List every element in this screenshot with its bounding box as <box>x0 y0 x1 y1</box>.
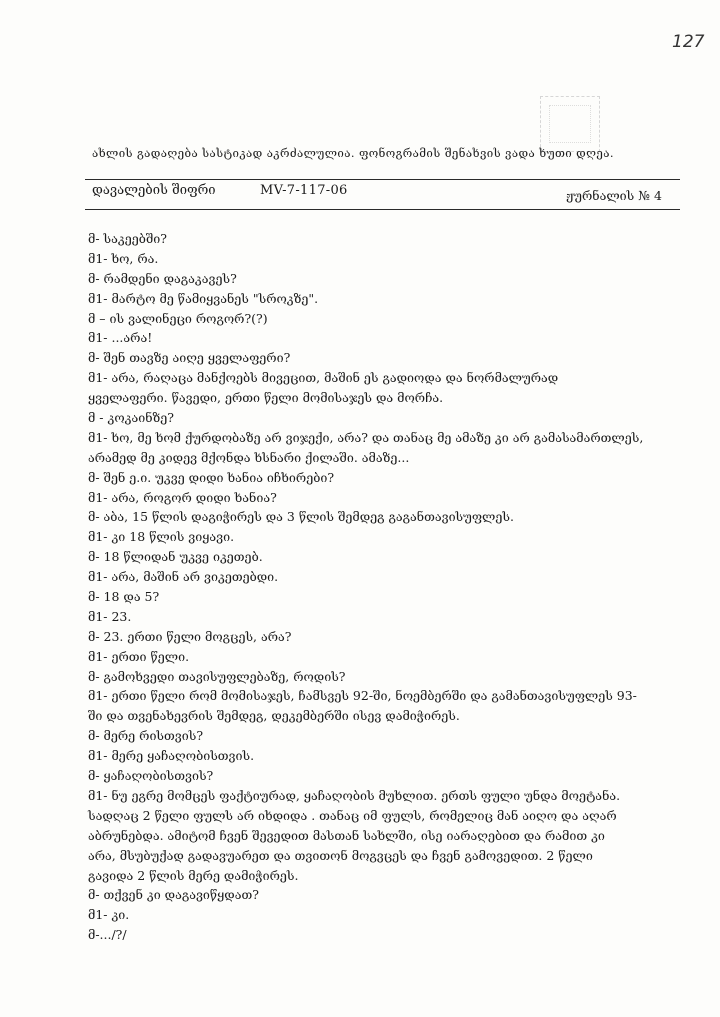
transcript-line: მ1- ერთი წელი რომ მომისაჯეს, ჩამსვეს 92-ში, ნოემბერში და გამანთავისუფლეს 93- <box>88 688 637 704</box>
transcript-line: გავიდა 2 წლის მერე დამიჭირეს. <box>88 867 299 883</box>
transcript-body <box>88 229 668 945</box>
transcript-line: მ- 18 და 5? <box>88 589 160 605</box>
transcript-line: მ- გამოხვედი თავისუფლებაზე, როდის? <box>88 668 346 684</box>
transcript-line: მ - კოკაინზე? <box>88 410 174 426</box>
transcript-line: მ- 18 წლიდან უკვე იკეთებ. <box>88 549 263 565</box>
transcript-line: მ1- არა, როგორ დიდი ხანია? <box>88 489 277 505</box>
transcript-line: ყველაფერი. წავედი, ერთი წელი მომისაჯეს და მორჩა. <box>88 390 444 406</box>
transcript-line: მ- შენ ე.ი. უკვე დიდი ხანია იჩხირები? <box>88 469 335 485</box>
transcript-line: სადღაც 2 წელი ფულს არ იხდიდა . თანაც იმ ფულს, რომელიც მან აიღო და აღარ <box>88 807 617 823</box>
transcript-line: მ- საკეებში? <box>88 231 167 246</box>
transcript-line: მ- შენ თავზე აიღე ყველაფერი? <box>88 350 291 366</box>
transcript-line: მ – ის ვალინეცი როგორ?(?) <box>88 310 268 326</box>
task-code-value: MV-7-117-06 <box>260 183 348 198</box>
transcript-line: არა, მსუბუქად გადავუარეთ და თვითონ მოგვცეს და ჩვენ გამოვედით. 2 წელი <box>88 847 593 863</box>
transcript-line: ში და თვენახევრის შემდეგ, დეკემბერში ისევ დამიჭირეს. <box>88 708 460 724</box>
transcript-line: მ1- 23. <box>88 608 132 624</box>
transcript-line: მ1- კი. <box>88 907 130 923</box>
transcript-line: მ1- არა, მაშინ არ ვიკეთებდი. <box>88 569 279 585</box>
transcript-line: მ- ყაჩაღობისთვის? <box>88 768 214 784</box>
recording-notice: ახლის გადაღება სასტიკად აკრძალულია. ფონოგრამის შენახვის ვადა ხუთი დღეა. <box>92 146 614 160</box>
transcript-line: არამედ მე კიდევ მქონდა ხსნარი ქილაში. ამაზე... <box>88 449 410 465</box>
header-bottom-rule <box>85 209 680 210</box>
transcript-line: მ- მერე რისთვის? <box>88 728 204 744</box>
transcript-line: მ- რამდენი დაგაკავეს? <box>88 270 237 286</box>
transcript-line: მ1- მერე ყაჩაღობისთვის. <box>88 748 255 764</box>
transcript-line: მ1- ხო, რა. <box>88 250 159 266</box>
transcript-line: მ1- კი 18 წლის ვიყავი. <box>88 529 235 545</box>
transcript-line: აბრუნებდა. ამიტომ ჩვენ შევედით მასთან სახლში, ისე იარაღებით და რამით კი <box>88 827 605 843</box>
transcript-line: მ1- ხო, მე ხომ ქურდობაზე არ ვიჯექი, არა? და თანაც მე ამაზე კი არ გამასამართლეს, <box>88 429 644 445</box>
transcript-line: მ1- ნუ ეგრე მომცეს ფაქტიურად, ყაჩაღობის მუხლით. ერთს ფული უნდა მოეტანა. <box>88 787 621 803</box>
transcript-line: მ-.../?/ <box>88 927 127 943</box>
task-code-label: დავალების შიფრი <box>92 183 216 198</box>
header-top-rule <box>85 179 680 180</box>
transcript-line: მ1- ...არა! <box>88 330 153 346</box>
transcript-line: მ1- ერთი წელი. <box>88 648 190 664</box>
transcript-line: მ- თქვენ კი დაგავიწყდათ? <box>88 887 259 903</box>
page-number: 127 <box>672 32 705 52</box>
journal-number: ჟურნალის № 4 <box>566 188 662 203</box>
transcript-line: მ- აბა, 15 წლის დაგიჭირეს და 3 წლის შემდეგ გაგანთავისუფლეს. <box>88 509 514 525</box>
transcript-line: მ1- მარტო მე წამიყვანეს "სროკზე". <box>88 290 319 306</box>
transcript-line: მ- 23. ერთი წელი მოგცეს, არა? <box>88 628 292 644</box>
transcript-line: მ1- არა, რაღაცა მანქოებს მივეცით, მაშინ ეს გადიოდა და ნორმალურად <box>88 370 559 386</box>
document-header <box>92 183 662 205</box>
faded-stamp <box>540 96 600 152</box>
